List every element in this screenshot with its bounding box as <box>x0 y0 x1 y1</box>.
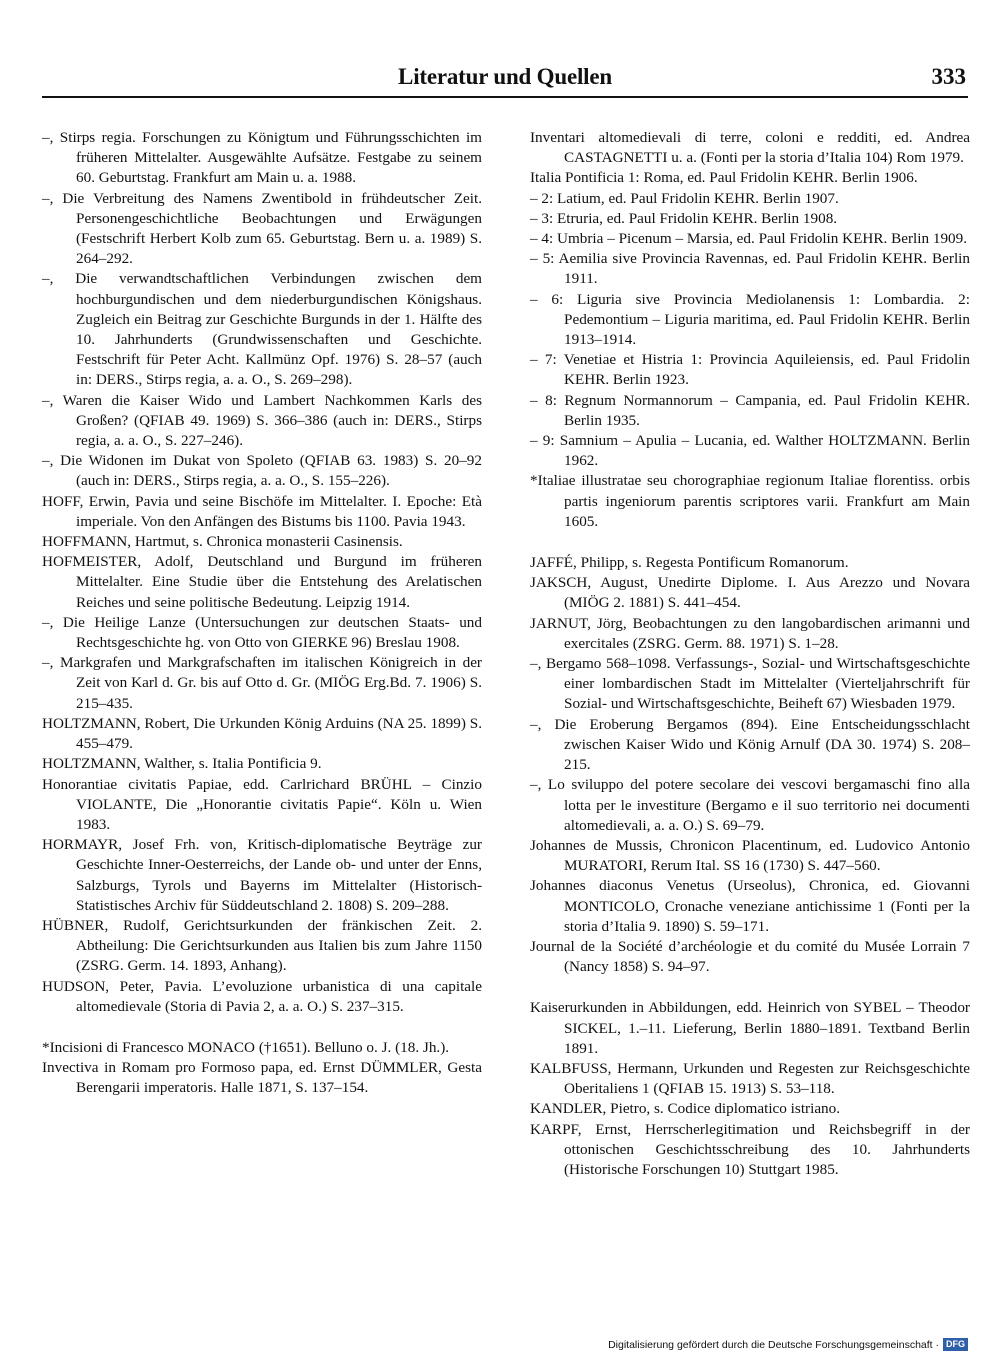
bibliography-entry: – 8: Regnum Normannorum – Campania, ed. Paul Fridolin KEHR. Berlin 1935. <box>530 391 970 429</box>
bibliography-entry: – 6: Liguria sive Provincia Mediolanensis 1: Lombardia. 2: Pedemontium – Liguria maritima, ed. Paul Fridolin KEHR. Berlin 1913–1914. <box>530 290 970 349</box>
bibliography-entry: Italia Pontificia 1: Roma, ed. Paul Fridolin KEHR. Berlin 1906. <box>530 169 918 187</box>
bibliography-entry: –, Bergamo 568–1098. Verfassungs-, Sozial- und Wirtschaftsgeschichte einer lombardischen Stadt im Mittelalter (Vierteljahrschrift für Sozial- und Wirtschaftsgeschichte, Beiheft 67) Wiesbaden 1979. <box>530 655 970 713</box>
bibliography-entry: HUDSON, Peter, Pavia. L’evoluzione urbanistica di una capitale altomedievale (Storia di Pavia 2, a. a. O.) S. 237–315. <box>42 977 482 1015</box>
bibliography-entry: –, Die verwandtschaftlichen Verbindungen zwischen dem hochburgundischen und dem niederburgundischen Königshaus. Zugleich ein Beitrag zur Geschichte Burgunds in der 1. Hälfte des 10. Jahrhunderts (Grundwissenschaften und Geschichte. Festschrift für Peter Acht. Kallmünz Opf. 1976) S. 28–57 (auch in: DERS., Stirps regia, a. a. O., S. 269–298). <box>42 270 482 389</box>
bibliography-entry: *Incisioni di Francesco MONACO (†1651). Belluno o. J. (18. Jh.). <box>42 1038 450 1056</box>
bibliography-entry: HÜBNER, Rudolf, Gerichtsurkunden der fränkischen Zeit. 2. Abtheilung: Die Gerichtsurkunden aus Italien bis zum Jahre 1150 (ZSRG. Germ. 14. 1893, Anhang). <box>42 916 482 975</box>
bibliography-entry: KARPF, Ernst, Herrscherlegitimation und Reichsbegriff in der ottonischen Geschichtsschreibung des 10. Jahrhunderts (Historische Forschungen 10) Stuttgart 1985. <box>530 1120 970 1178</box>
bibliography-entry: KALBFUSS, Hermann, Urkunden und Regesten zur Reichsgeschichte Oberitaliens 1 (QFIAB 15. 1913) S. 53–118. <box>530 1059 970 1098</box>
bibliography-entry: Johannes de Mussis, Chronicon Placentinum, ed. Ludovico Antonio MURATORI, Rerum Ital. SS 16 (1730) S. 447–560. <box>530 836 970 875</box>
digitization-footer <box>608 1338 968 1351</box>
bibliography-entry: HOFFMANN, Hartmut, s. Chronica monasterii Casinensis. <box>42 533 403 551</box>
bibliography-entry: Journal de la Société d’archéologie et du comité du Musée Lorrain 7 (Nancy 1858) S. 94–97. <box>530 937 970 976</box>
dfg-logo: DFG <box>943 1338 968 1351</box>
bibliography-entry: JAFFÉ, Philipp, s. Regesta Pontificum Romanorum. <box>530 554 849 572</box>
bibliography-entry: – 7: Venetiae et Histria 1: Provincia Aquileiensis, ed. Paul Fridolin KEHR. Berlin 1923. <box>530 351 970 389</box>
bibliography-entry: HORMAYR, Josef Frh. von, Kritisch-diplomatische Beyträge zur Geschichte Inner-Oesterreichs, der Lande ob- und unter der Enns, Salzburgs, Tyrols und Bayerns im Mittelalter (Historisch-Statistisches Archiv für Süddeutschland 2. 1808) S. 209–288. <box>42 836 482 914</box>
bibliography-entry: *Italiae illustratae seu chorographiae regionum Italiae florentiss. orbis partis ingeniorum parentis scriptores varii. Frankfurt am Main 1605. <box>530 472 970 530</box>
page-header <box>42 60 968 98</box>
bibliography-entry: –, Lo sviluppo del potere secolare dei vescovi bergamaschi fino alla lotta per le investiture (Bergamo e il suo territorio nei documenti altomedievali, a. a. O.) S. 69–79. <box>530 776 970 834</box>
bibliography-entry: HOLTZMANN, Walther, s. Italia Pontificia 9. <box>42 755 322 773</box>
bibliography-entry: –, Stirps regia. Forschungen zu Königtum und Führungsschichten im früheren Mittelalter. Ausgewählte Aufsätze. Festgabe zu seinem 60. Geburtstag. Frankfurt am Main u. a. 1988. <box>42 129 482 187</box>
bibliography-entry: – 4: Umbria – Picenum – Marsia, ed. Paul Fridolin KEHR. Berlin 1909. <box>530 230 968 248</box>
bibliography-entry: JARNUT, Jörg, Beobachtungen zu den langobardischen arimanni und exercitales (ZSRG. Germ. 88. 1971) S. 1–28. <box>530 614 970 652</box>
bibliography-entry: HOFF, Erwin, Pavia und seine Bischöfe im Mittelalter. I. Epoche: Età imperiale. Von den Anfängen des Bistums bis 1100. Pavia 1943. <box>42 492 482 530</box>
bibliography-entry: KANDLER, Pietro, s. Codice diplomatico istriano. <box>530 1100 841 1118</box>
right-column <box>530 128 970 1180</box>
bibliography-entry: –, Die Eroberung Bergamos (894). Eine Entscheidungsschlacht zwischen Kaiser Wido und König Arnulf (DA 30. 1974) S. 208–215. <box>530 715 970 774</box>
bibliography-entry: – 2: Latium, ed. Paul Fridolin KEHR. Berlin 1907. <box>530 189 839 207</box>
bibliography-entry: –, Waren die Kaiser Wido und Lambert Nachkommen Karls des Großen? (QFIAB 49. 1969) S. 366–386 (auch in: DERS., Stirps regia, a. a. O., S. 227–246). <box>42 391 482 450</box>
bibliography-entry: –, Die Widonen im Dukat von Spoleto (QFIAB 63. 1983) S. 20–92 (auch in: DERS., Stirps regia, a. a. O., S. 155–226). <box>42 452 482 490</box>
bibliography-entry: – 3: Etruria, ed. Paul Fridolin KEHR. Berlin 1908. <box>530 209 838 227</box>
bibliography-entry: – 5: Aemilia sive Provincia Ravennas, ed. Paul Fridolin KEHR. Berlin 1911. <box>530 250 970 288</box>
left-column <box>42 128 482 1099</box>
bibliography-entry: JAKSCH, August, Unedirte Diplome. I. Aus Arezzo und Novara (MIÖG 2. 1881) S. 441–454. <box>530 574 970 612</box>
footer-text: Digitalisierung gefördert durch die Deutsche Forschungsgemeinschaft · <box>608 1338 939 1351</box>
bibliography-entry: Honorantiae civitatis Papiae, edd. Carlrichard BRÜHL – Cinzio VIOLANTE, Die „Honorantie civitatis Papie“. Köln u. Wien 1983. <box>42 775 482 833</box>
bibliography-entry: HOLTZMANN, Robert, Die Urkunden König Arduins (NA 25. 1899) S. 455–479. <box>42 714 482 753</box>
bibliography-entry: –, Markgrafen und Markgrafschaften im italischen Königreich in der Zeit von Karl d. Gr. bis auf Otto d. Gr. (MIÖG Erg.Bd. 7. 1906) S. 215–435. <box>42 654 482 712</box>
page-title: Literatur und Quellen <box>398 64 612 89</box>
bibliography-entry: Johannes diaconus Venetus (Urseolus), Chronica, ed. Giovanni MONTICOLO, Cronache veneziane antichissime 1 (Fonti per la storia d’Italia 9. 1890) S. 59–171. <box>530 877 970 935</box>
bibliography-entry: Invectiva in Romam pro Formoso papa, ed. Ernst DÜMMLER, Gesta Berengarii imperatoris. Halle 1871, S. 137–154. <box>42 1059 482 1097</box>
bibliography-entry: –, Die Heilige Lanze (Untersuchungen zur deutschen Staats- und Rechtsgeschichte hg. von Otto von GIERKE 96) Breslau 1908. <box>42 613 482 652</box>
bibliography-entry: –, Die Verbreitung des Namens Zwentibold in frühdeutscher Zeit. Personengeschichtliche Beobachtungen und Erwägungen (Festschrift Herbert Kolb zum 65. Geburtstag. Bern u. a. 1989) S. 264–292. <box>42 189 482 268</box>
bibliography-entry: Kaiserurkunden in Abbildungen, edd. Heinrich von SYBEL – Theodor SICKEL, 1.–11. Lieferung, Berlin 1880–1891. Textband Berlin 1891. <box>530 999 970 1057</box>
bibliography-entry: – 9: Samnium – Apulia – Lucania, ed. Walther HOLTZMANN. Berlin 1962. <box>530 432 970 470</box>
bibliography-entry: Inventari altomedievali di terre, coloni e redditi, ed. Andrea CASTAGNETTI u. a. (Fonti per la storia d’Italia 104) Rom 1979. <box>530 129 970 167</box>
bibliography-entry: HOFMEISTER, Adolf, Deutschland und Burgund im früheren Mittelalter. Eine Studie über die Entstehung des Arelatischen Reiches und seine politische Bedeutung. Leipzig 1914. <box>42 553 482 611</box>
page-number: 333 <box>931 64 966 89</box>
